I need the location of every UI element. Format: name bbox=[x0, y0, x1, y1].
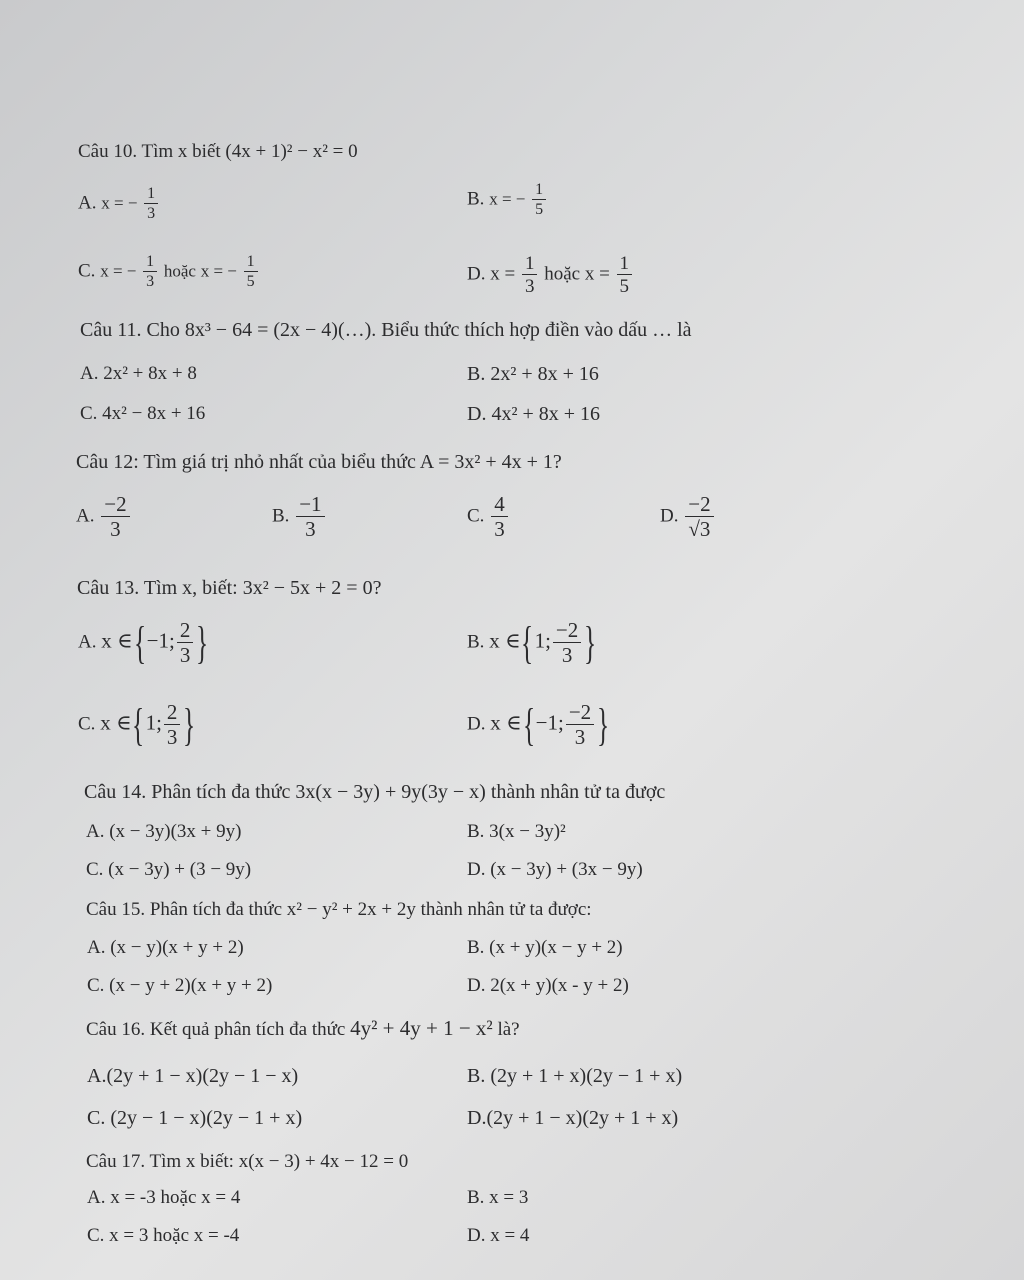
numerator: 1 bbox=[244, 254, 258, 272]
option-text: x = − bbox=[489, 189, 526, 209]
option-prefix: x ∈ bbox=[489, 628, 521, 653]
option-connector: hoặc bbox=[544, 263, 581, 285]
question-15-option-b: B. (x + y)(x − y + 2) bbox=[467, 937, 623, 958]
question-14-stem: Câu 14. Phân tích đa thức 3x(x − 3y) + 9y(3y − x) thành nhân tử ta được bbox=[84, 781, 666, 803]
option-label: B. bbox=[272, 505, 290, 527]
left-brace-icon: { bbox=[521, 617, 534, 668]
left-brace-icon: { bbox=[132, 699, 145, 750]
right-brace-icon: } bbox=[183, 699, 196, 750]
question-10-option-b bbox=[467, 182, 548, 218]
right-brace-icon: } bbox=[584, 617, 597, 668]
question-17-option-d: D. x = 4 bbox=[467, 1225, 530, 1246]
question-10-stem: Câu 10. Tìm x biết (4x + 1)² − x² = 0 bbox=[78, 141, 358, 162]
denominator: 5 bbox=[535, 201, 544, 218]
fraction bbox=[101, 494, 129, 540]
question-17-option-a: A. x = -3 hoặc x = 4 bbox=[87, 1187, 241, 1208]
option-label: B. bbox=[467, 631, 485, 653]
option-label: A. bbox=[78, 631, 97, 653]
denominator: 3 bbox=[494, 517, 505, 541]
option-label: B. bbox=[467, 188, 485, 210]
option-label: D. bbox=[467, 263, 486, 285]
question-14-option-a: A. (x − 3y)(3x + 9y) bbox=[86, 821, 242, 842]
numerator: 4 bbox=[491, 494, 508, 517]
numerator: 1 bbox=[143, 254, 157, 272]
question-15-stem: Câu 15. Phân tích đa thức x² − y² + 2x + 2y thành nhân tử ta được: bbox=[86, 899, 592, 920]
question-13-option-b bbox=[467, 617, 597, 668]
denominator: 3 bbox=[561, 643, 573, 667]
option-first-element: −1; bbox=[146, 628, 175, 653]
denominator: 3 bbox=[305, 517, 316, 541]
numerator: −2 bbox=[101, 494, 129, 517]
option-label: D. bbox=[660, 505, 679, 527]
question-17-option-c: C. x = 3 hoặc x = -4 bbox=[87, 1225, 240, 1246]
question-17-stem: Câu 17. Tìm x biết: x(x − 3) + 4x − 12 = 0 bbox=[86, 1151, 409, 1172]
numerator: −2 bbox=[685, 494, 713, 517]
question-14-option-b: B. 3(x − 3y)² bbox=[467, 821, 566, 842]
fraction bbox=[244, 254, 258, 290]
stem-expression: 4y² + 4y + 1 − x² bbox=[350, 1016, 493, 1040]
option-label: D. bbox=[467, 713, 486, 735]
numerator: 1 bbox=[144, 186, 158, 204]
numerator: 1 bbox=[617, 254, 633, 275]
question-16-option-c: C. (2y − 1 − x)(2y − 1 + x) bbox=[87, 1107, 303, 1129]
option-label: A. bbox=[76, 505, 95, 527]
fraction bbox=[566, 702, 594, 748]
denominator: 3 bbox=[574, 725, 586, 749]
numerator: 1 bbox=[532, 182, 546, 200]
option-label: A. bbox=[78, 192, 97, 214]
fraction bbox=[553, 620, 581, 666]
fraction bbox=[617, 254, 633, 296]
denominator: 3 bbox=[147, 205, 156, 222]
numerator: 2 bbox=[177, 620, 194, 643]
question-16-option-d: D.(2y + 1 − x)(2y + 1 + x) bbox=[467, 1107, 679, 1129]
question-11-option-b: B. 2x² + 8x + 16 bbox=[467, 363, 599, 385]
question-11-stem: Câu 11. Cho 8x³ − 64 = (2x − 4)(…). Biểu thức thích hợp điền vào dấu … là bbox=[80, 319, 692, 341]
question-11-option-a: A. 2x² + 8x + 8 bbox=[80, 363, 197, 384]
option-text: x = − bbox=[200, 261, 237, 281]
option-first-element: 1; bbox=[145, 710, 162, 735]
question-15-option-a: A. (x − y)(x + y + 2) bbox=[87, 937, 244, 958]
numerator: −1 bbox=[296, 494, 324, 517]
fraction bbox=[532, 182, 546, 218]
question-12-option-d bbox=[660, 494, 716, 540]
fraction bbox=[491, 494, 508, 540]
option-connector: hoặc bbox=[163, 261, 196, 281]
question-10-option-c bbox=[78, 254, 260, 290]
question-17-option-b: B. x = 3 bbox=[467, 1187, 529, 1208]
left-brace-icon: { bbox=[522, 699, 535, 750]
fraction bbox=[144, 186, 158, 222]
option-text: x = bbox=[584, 263, 610, 285]
option-prefix: x ∈ bbox=[490, 710, 522, 735]
question-15-option-d: D. 2(x + y)(x - y + 2) bbox=[467, 975, 629, 996]
question-16-option-b: B. (2y + 1 + x)(2y − 1 + x) bbox=[467, 1065, 683, 1087]
question-10-option-d bbox=[467, 254, 634, 296]
question-15-option-c: C. (x − y + 2)(x + y + 2) bbox=[87, 975, 273, 996]
question-12-option-b bbox=[272, 494, 327, 540]
fraction bbox=[296, 494, 324, 540]
option-label: C. bbox=[78, 713, 96, 735]
fraction bbox=[685, 494, 713, 540]
numerator: 2 bbox=[164, 702, 181, 725]
numerator: −2 bbox=[566, 702, 594, 725]
option-text: x = − bbox=[100, 261, 137, 281]
fraction bbox=[164, 702, 181, 748]
question-13-option-a bbox=[78, 617, 209, 668]
fraction bbox=[177, 620, 194, 666]
denominator: √3 bbox=[688, 517, 711, 541]
right-brace-icon: } bbox=[597, 699, 610, 750]
denominator: 3 bbox=[166, 725, 178, 749]
denominator: 3 bbox=[110, 517, 121, 541]
denominator: 3 bbox=[146, 273, 155, 290]
option-first-element: −1; bbox=[535, 710, 564, 735]
option-prefix: x ∈ bbox=[100, 710, 132, 735]
numerator: 1 bbox=[522, 254, 538, 275]
question-14-option-d: D. (x − 3y) + (3x − 9y) bbox=[467, 859, 643, 880]
denominator: 5 bbox=[246, 273, 255, 290]
left-brace-icon: { bbox=[133, 617, 146, 668]
option-prefix: x ∈ bbox=[101, 628, 133, 653]
option-text: x = bbox=[490, 263, 516, 285]
fraction bbox=[522, 254, 538, 296]
denominator: 3 bbox=[524, 276, 535, 297]
question-12-option-a bbox=[76, 494, 132, 540]
question-13-option-d bbox=[467, 699, 610, 750]
question-13-stem: Câu 13. Tìm x, biết: 3x² − 5x + 2 = 0? bbox=[77, 577, 382, 599]
fraction bbox=[143, 254, 157, 290]
denominator: 5 bbox=[619, 276, 630, 297]
denominator: 3 bbox=[179, 643, 191, 667]
option-first-element: 1; bbox=[534, 628, 551, 653]
question-12-option-c bbox=[467, 494, 510, 540]
question-16-option-a: A.(2y + 1 − x)(2y − 1 − x) bbox=[87, 1065, 299, 1087]
stem-text: Câu 16. Kết quả phân tích đa thức bbox=[86, 1019, 346, 1040]
right-brace-icon: } bbox=[196, 617, 209, 668]
question-12-stem: Câu 12: Tìm giá trị nhỏ nhất của biểu thức A = 3x² + 4x + 1? bbox=[76, 451, 562, 473]
question-11-option-d: D. 4x² + 8x + 16 bbox=[467, 403, 600, 425]
question-13-option-c bbox=[78, 699, 197, 750]
option-text: x = − bbox=[101, 193, 138, 213]
question-10-option-a bbox=[78, 186, 160, 222]
question-11-option-c: C. 4x² − 8x + 16 bbox=[80, 403, 206, 424]
numerator: −2 bbox=[553, 620, 581, 643]
option-label: C. bbox=[78, 260, 96, 282]
question-14-option-c: C. (x − 3y) + (3 − 9y) bbox=[86, 859, 252, 880]
stem-end: là? bbox=[497, 1019, 520, 1040]
question-16-stem bbox=[86, 1018, 520, 1039]
option-label: C. bbox=[467, 505, 485, 527]
